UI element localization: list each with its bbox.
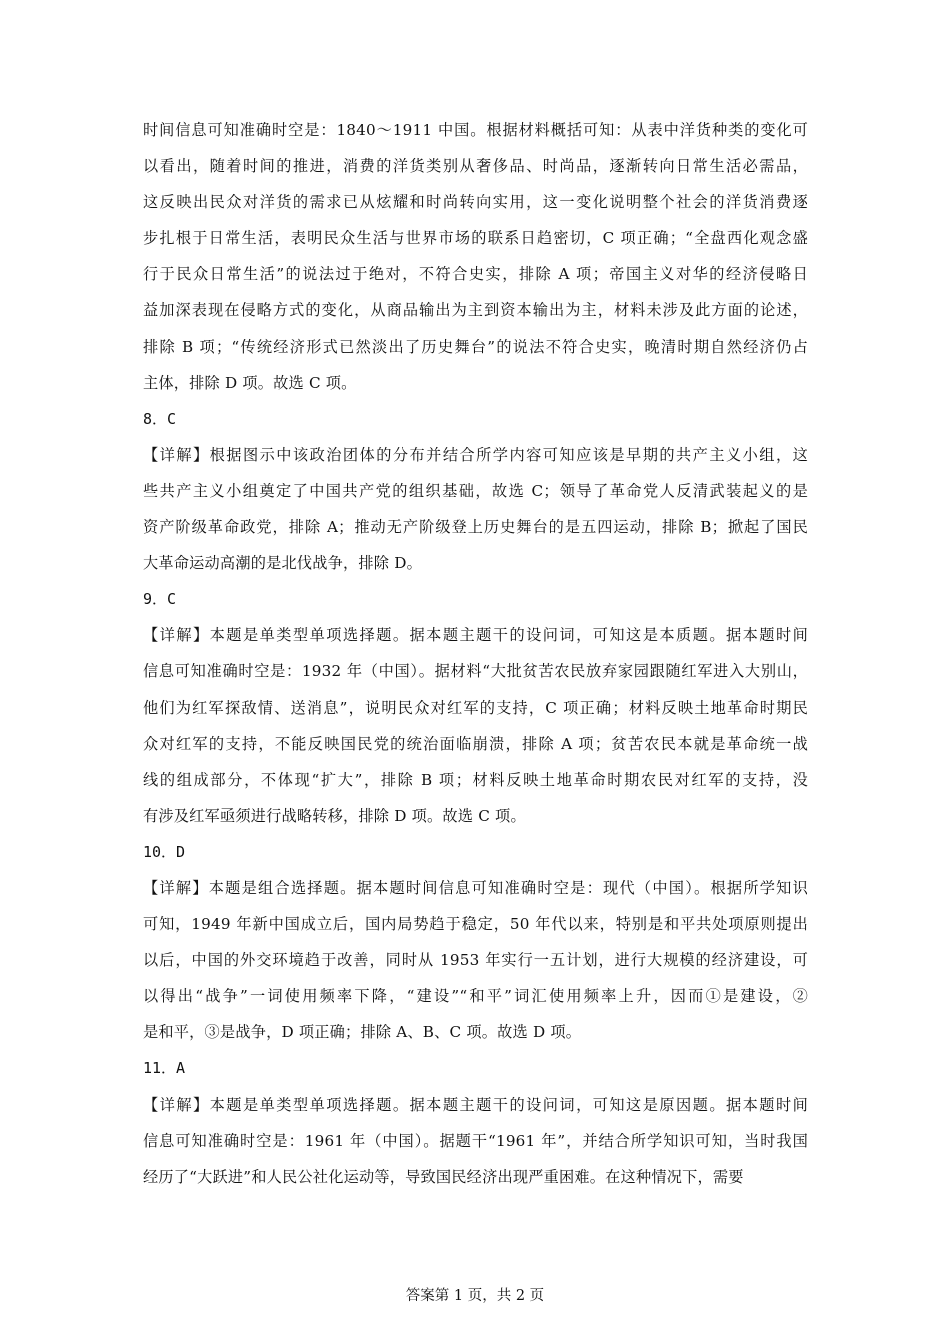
explanation-line: 【详解】本题是组合选择题。据本题时间信息可知准确时空是：现代（中国）。根据所学知识 — [143, 878, 808, 897]
explanation-line: 经历了“大跃进”和人民公社化运动等，导致国民经济出现严重困难。在这种情况下，需要 — [143, 1167, 744, 1186]
explanation-line: 众对红军的支持，不能反映国民党的统治面临崩溃，排除 A 项；贫苦农民本就是革命统一战 — [143, 734, 808, 753]
explanation-line: 以得出“战争”一词使用频率下降，“建设”“和平”词汇使用频率上升，因而①是建设，② — [143, 987, 808, 1006]
explanation-line: 排除 B 项；“传统经济形式已然淡出了历史舞台”的说法不符合史实，晚清时期自然经济仍占 — [143, 337, 808, 356]
explanation-line: 有涉及红军亟须进行战略转移，排除 D 项。故选 C 项。 — [143, 806, 526, 825]
explanation-line: 是和平，③是战争，D 项正确；排除 A、B、C 项。故选 D 项。 — [143, 1023, 582, 1042]
question-number: 8．C — [143, 409, 177, 428]
explanation-line: 这反映出民众对洋货的需求已从炫耀和时尚转向实用，这一变化说明整个社会的洋货消费逐 — [143, 193, 808, 212]
explanation-line: 他们为红军探敌情、送消息”，说明民众对红军的支持，C 项正确；材料反映土地革命时期民 — [143, 698, 808, 717]
explanation-line: 信息可知准确时空是：1932 年（中国）。据材料“大批贫苦农民放弃家园跟随红军进入大别山， — [143, 662, 808, 681]
explanation-line: 资产阶级革命政党，排除 A；推动无产阶级登上历史舞台的是五四运动，排除 B；掀起了国民 — [143, 518, 808, 537]
explanation-line: 【详解】本题是单类型单项选择题。据本题主题干的设问词，可知这是原因题。据本题时间 — [143, 1095, 808, 1114]
explanation-line: 以看出，随着时间的推进，消费的洋货类别从奢侈品、时尚品，逐渐转向日常生活必需品， — [143, 157, 808, 176]
paragraph-continued — [143, 112, 808, 401]
answer-item — [143, 1050, 808, 1194]
answer-item — [143, 581, 808, 834]
explanation-line: 以后，中国的外交环境趋于改善，同时从 1953 年实行一五计划，进行大规模的经济建设，可 — [143, 951, 808, 970]
explanation-line: 信息可知准确时空是：1961 年（中国）。据题干“1961 年”，并结合所学知识可知，当时我国 — [143, 1131, 808, 1150]
explanation-line: 线的组成部分，不体现“扩大”，排除 B 项；材料反映土地革命时期农民对红军的支持，没 — [143, 770, 808, 789]
explanation-line: 【详解】本题是单类型单项选择题。据本题主题干的设问词，可知这是本质题。据本题时间 — [143, 626, 808, 645]
explanation-line: 【详解】根据图示中该政治团体的分布并结合所学内容可知应该是早期的共产主义小组，这 — [143, 445, 808, 464]
question-number: 9．C — [143, 590, 177, 609]
answer-item — [143, 834, 808, 1051]
explanation-line: 步扎根于日常生活，表明民众生活与世界市场的联系日趋密切，C 项正确；“全盘西化观念盛 — [143, 229, 808, 248]
explanation-line: 益加深表现在侵略方式的变化，从商品输出为主到资本输出为主，材料未涉及此方面的论述， — [143, 301, 808, 320]
explanation-line: 大革命运动高潮的是北伐战争，排除 D。 — [143, 554, 422, 573]
question-number: 11．A — [143, 1059, 186, 1078]
explanation-line: 主体，排除 D 项。故选 C 项。 — [143, 373, 357, 392]
question-number: 10．D — [143, 842, 186, 861]
explanation-line: 行于民众日常生活”的说法过于绝对，不符合史实，排除 A 项；帝国主义对华的经济侵略日 — [143, 265, 808, 284]
answer-item — [143, 401, 808, 581]
page-footer: 答案第 1 页，共 2 页 — [405, 1288, 545, 1304]
explanation-line: 些共产主义小组奠定了中国共产党的组织基础，故选 C；领导了革命党人反清武装起义的是 — [143, 481, 808, 500]
explanation-line: 时间信息可知准确时空是：1840～1911 中国。根据材料概括可知：从表中洋货种类的变化可 — [143, 121, 808, 139]
answer-content — [143, 112, 808, 1195]
explanation-line: 可知，1949 年新中国成立后，国内局势趋于稳定，50 年代以来，特别是和平共处项原则提出 — [143, 915, 808, 934]
